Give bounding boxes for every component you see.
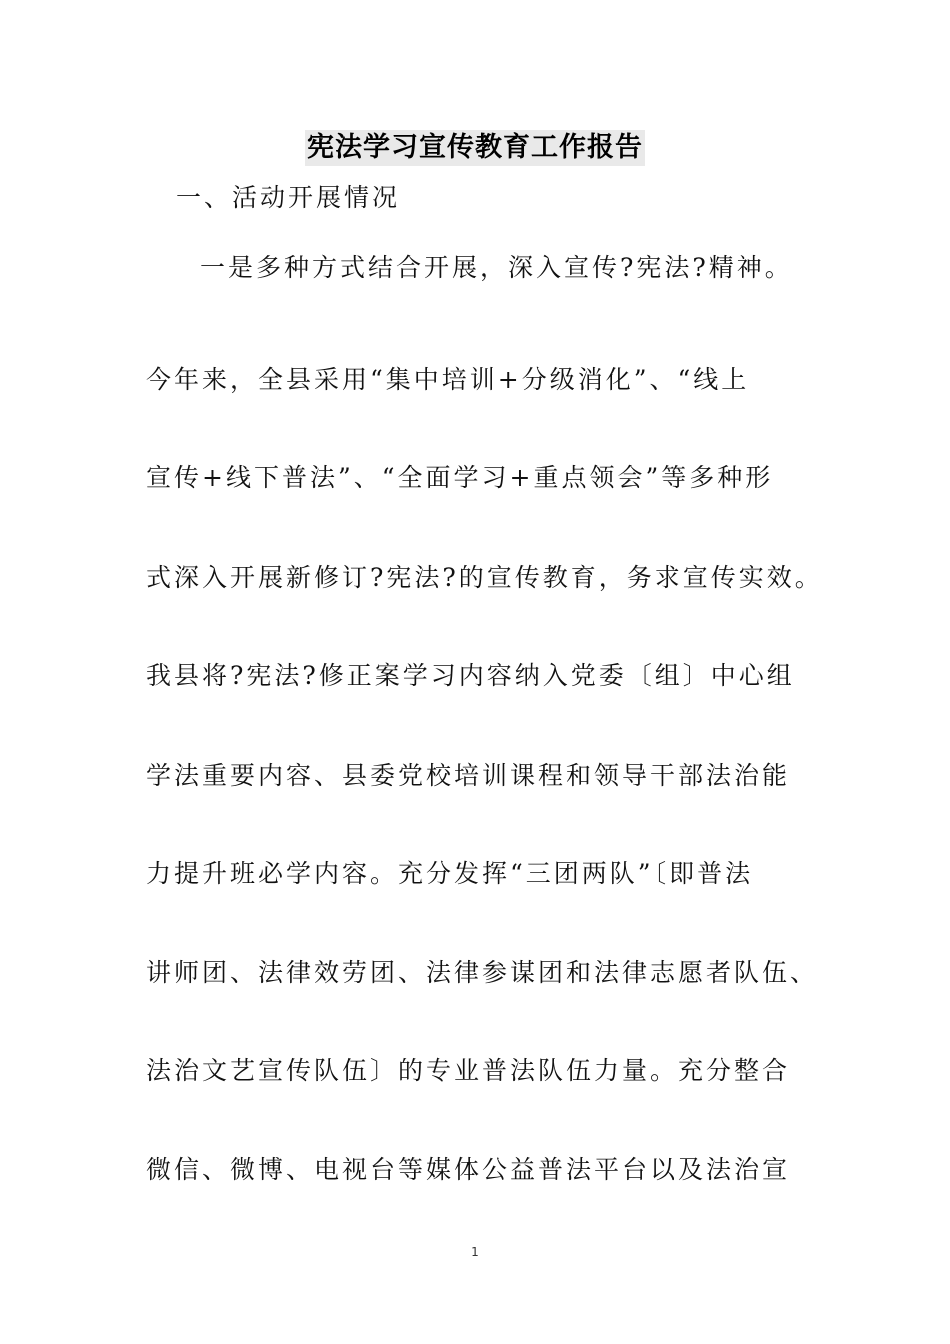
paragraph-line-2: 今年来，全县采用“集中培训+分级消化”、“线上 bbox=[146, 365, 750, 394]
paragraph-line-8: 讲师团、法律效劳团、法律参谋团和法律志愿者队伍、 bbox=[146, 958, 819, 987]
paragraph-line-5: 我县将?宪法?修正案学习内容纳入党委〔组〕中心组 bbox=[146, 661, 795, 690]
paragraph-line-4: 式深入开展新修订?宪法?的宣传教育，务求宣传实效。 bbox=[146, 563, 823, 592]
document-title: 宪法学习宣传教育工作报告 bbox=[305, 130, 645, 166]
paragraph-line-1: 一是多种方式结合开展，深入宣传?宪法?精神。 bbox=[200, 253, 793, 282]
page-number: 1 bbox=[471, 1245, 479, 1259]
title-container bbox=[0, 130, 950, 166]
paragraph-line-10: 微信、微博、电视台等媒体公益普法平台以及法治宣 bbox=[146, 1155, 791, 1184]
paragraph-line-3: 宣传+线下普法”、“全面学习+重点领会”等多种形 bbox=[146, 463, 774, 492]
paragraph-line-9: 法治文艺宣传队伍〕的专业普法队伍力量。充分整合 bbox=[146, 1056, 791, 1085]
paragraph-line-7: 力提升班必学内容。充分发挥“三团两队”〔即普法 bbox=[146, 859, 754, 888]
paragraph-line-6: 学法重要内容、县委党校培训课程和领导干部法治能 bbox=[146, 761, 791, 790]
section-heading: 一、活动开展情况 bbox=[176, 183, 401, 212]
